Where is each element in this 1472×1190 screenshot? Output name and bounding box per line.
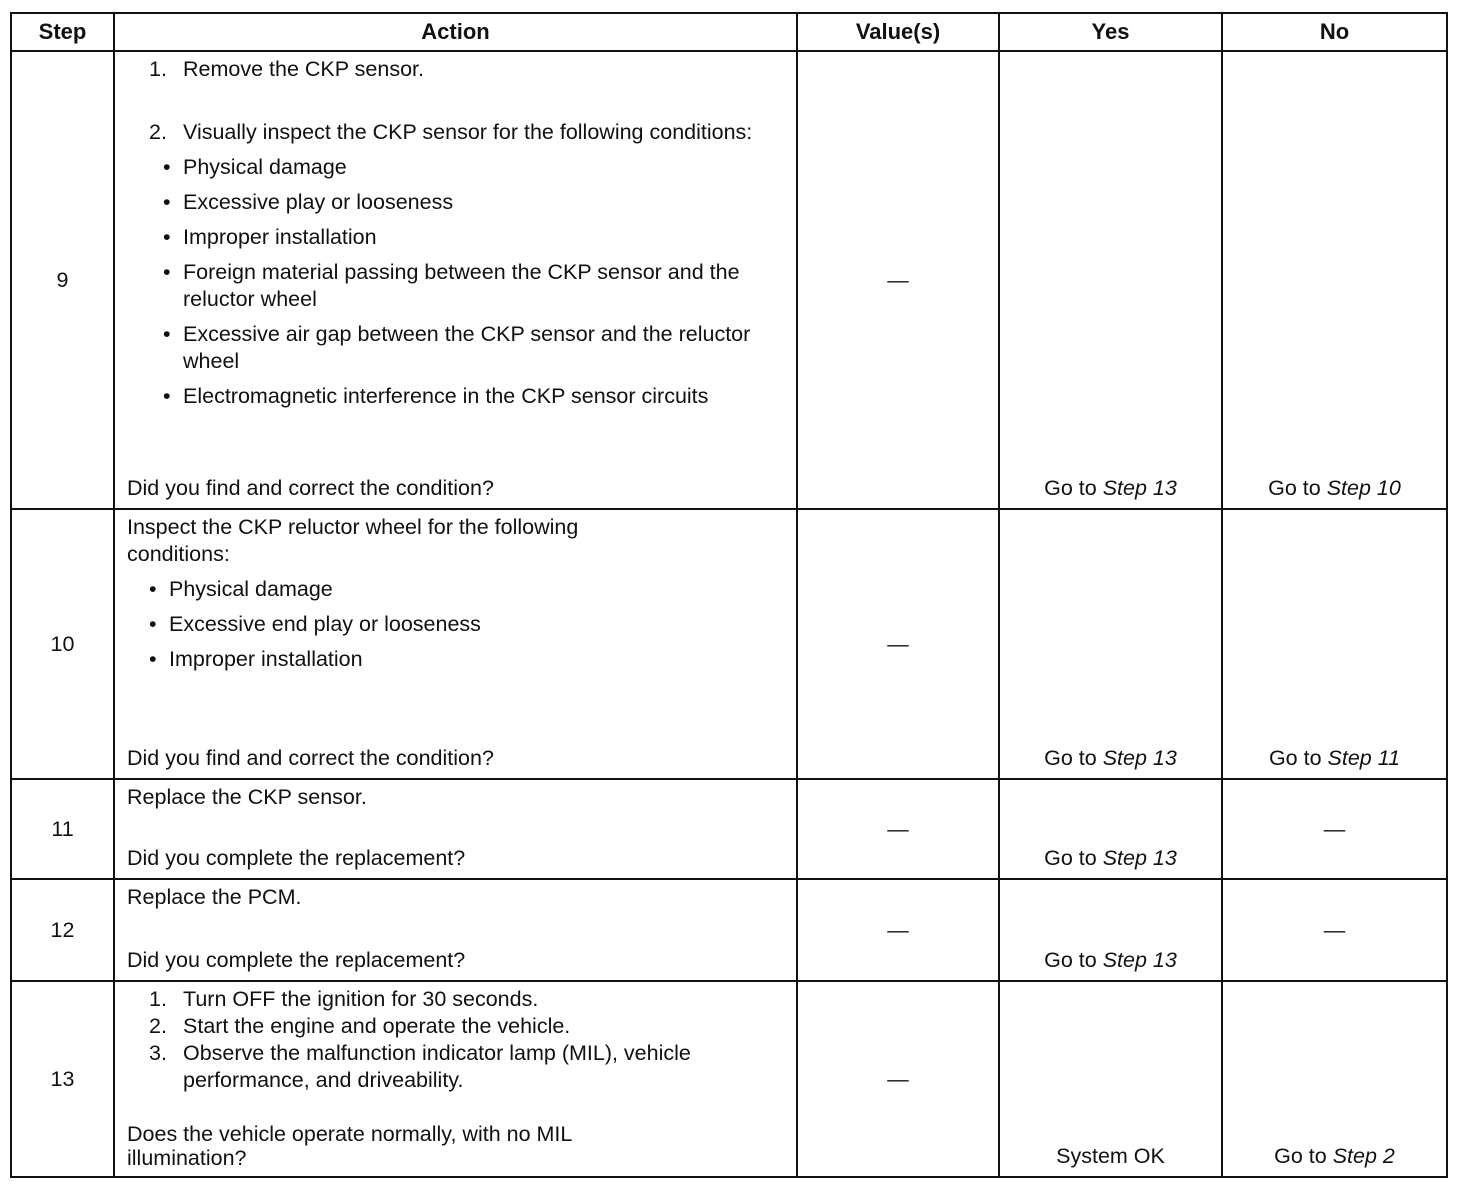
go-to-label: Go to [1044, 746, 1097, 770]
action-step [127, 986, 786, 1013]
action-intro: Replace the CKP sensor. [127, 785, 367, 809]
action-step [127, 119, 786, 410]
no-cell [1222, 509, 1447, 779]
list-item: • Foreign material passing between the CKP sensor and the reluctor wheel [161, 259, 786, 313]
question: Did you find and correct the condition? [127, 746, 494, 770]
step-num: 3. [149, 1041, 167, 1065]
go-to-label: Go to [1044, 948, 1097, 972]
step-number: 11 [11, 779, 114, 879]
yes-cell [999, 509, 1222, 779]
header-no: No [1222, 13, 1447, 51]
action-steps [127, 986, 786, 1094]
yes-step-link[interactable]: Step 13 [1102, 948, 1177, 972]
yes-cell [999, 51, 1222, 509]
step-num: 1. [149, 987, 167, 1011]
yes-step-link[interactable]: Step 13 [1102, 476, 1177, 500]
action-step [127, 56, 786, 83]
step-text: Start the engine and operate the vehicle. [183, 1014, 571, 1038]
step-number: 13 [11, 981, 114, 1177]
header-values: Value(s) [797, 13, 999, 51]
list-item: • Physical damage [147, 576, 786, 603]
step-number: 10 [11, 509, 114, 779]
question: Does the vehicle operate normally, with no MIL illumination? [127, 1122, 572, 1170]
table-row-step-10 [11, 509, 1447, 779]
action-cell [114, 509, 797, 779]
step-number: 9 [11, 51, 114, 509]
step-text: Observe the malfunction indicator lamp (MIL), vehicle performance, and driveability. [183, 1041, 691, 1092]
no-step-link[interactable]: Step 11 [1327, 746, 1401, 770]
question: Did you complete the replacement? [127, 948, 466, 972]
list-item: • Excessive end play or looseness [147, 611, 786, 638]
step-text: Visually inspect the CKP sensor for the following conditions: [183, 120, 753, 144]
go-to-label: Go to [1268, 746, 1322, 770]
no-cell [1222, 981, 1447, 1177]
yes-step-link[interactable]: Step 13 [1102, 846, 1177, 870]
yes-step-link[interactable]: Step 13 [1102, 746, 1177, 770]
question: Did you complete the replacement? [127, 846, 466, 870]
no-cell: — [1222, 879, 1447, 981]
no-cell: — [1222, 779, 1447, 879]
list-item: • Improper installation [147, 646, 786, 673]
list-item: • Excessive air gap between the CKP sensor and the reluctor wheel [161, 321, 786, 375]
no-step-link[interactable]: Step 2 [1332, 1144, 1395, 1168]
step-num: 1. [149, 57, 167, 81]
diagnostic-table [10, 12, 1448, 1178]
table-row-step-12 [11, 879, 1447, 981]
action-intro: Replace the PCM. [127, 885, 302, 909]
action-cell [114, 981, 797, 1177]
action-cell [114, 51, 797, 509]
action-steps [127, 56, 786, 410]
step-num: 2. [149, 1014, 167, 1038]
step-number: 12 [11, 879, 114, 981]
go-to-label: Go to [1274, 1144, 1327, 1168]
list-item: • Electromagnetic interference in the CKP sensor circuits [161, 383, 786, 410]
header-action: Action [114, 13, 797, 51]
action-cell [114, 879, 797, 981]
no-step-link[interactable]: Step 10 [1326, 476, 1401, 500]
step-num: 2. [149, 120, 167, 144]
action-intro: Inspect the CKP reluctor wheel for the following conditions: [127, 515, 579, 566]
value-cell: — [797, 509, 999, 779]
step-text: Turn OFF the ignition for 30 seconds. [183, 987, 539, 1011]
action-cell [114, 779, 797, 879]
no-cell [1222, 51, 1447, 509]
list-item: • Physical damage [161, 154, 786, 181]
yes-cell [999, 779, 1222, 879]
table-row-step-9 [11, 51, 1447, 509]
go-to-label: Go to [1044, 476, 1097, 500]
value-cell: — [797, 879, 999, 981]
go-to-label: Go to [1268, 476, 1321, 500]
header-yes: Yes [999, 13, 1222, 51]
list-item: • Improper installation [161, 224, 786, 251]
header-step: Step [11, 13, 114, 51]
action-step [127, 1013, 786, 1040]
action-step [127, 1040, 786, 1094]
value-cell: — [797, 51, 999, 509]
condition-list [161, 154, 786, 410]
question: Did you find and correct the condition? [127, 476, 494, 500]
yes-cell [999, 879, 1222, 981]
value-cell: — [797, 779, 999, 879]
go-to-label: Go to [1044, 846, 1097, 870]
value-cell: — [797, 981, 999, 1177]
list-item: • Excessive play or looseness [161, 189, 786, 216]
step-text: Remove the CKP sensor. [183, 57, 425, 81]
table-row-step-13 [11, 981, 1447, 1177]
table-row-step-11 [11, 779, 1447, 879]
header-row [11, 13, 1447, 51]
condition-list [147, 576, 786, 673]
yes-cell: System OK [999, 981, 1222, 1177]
